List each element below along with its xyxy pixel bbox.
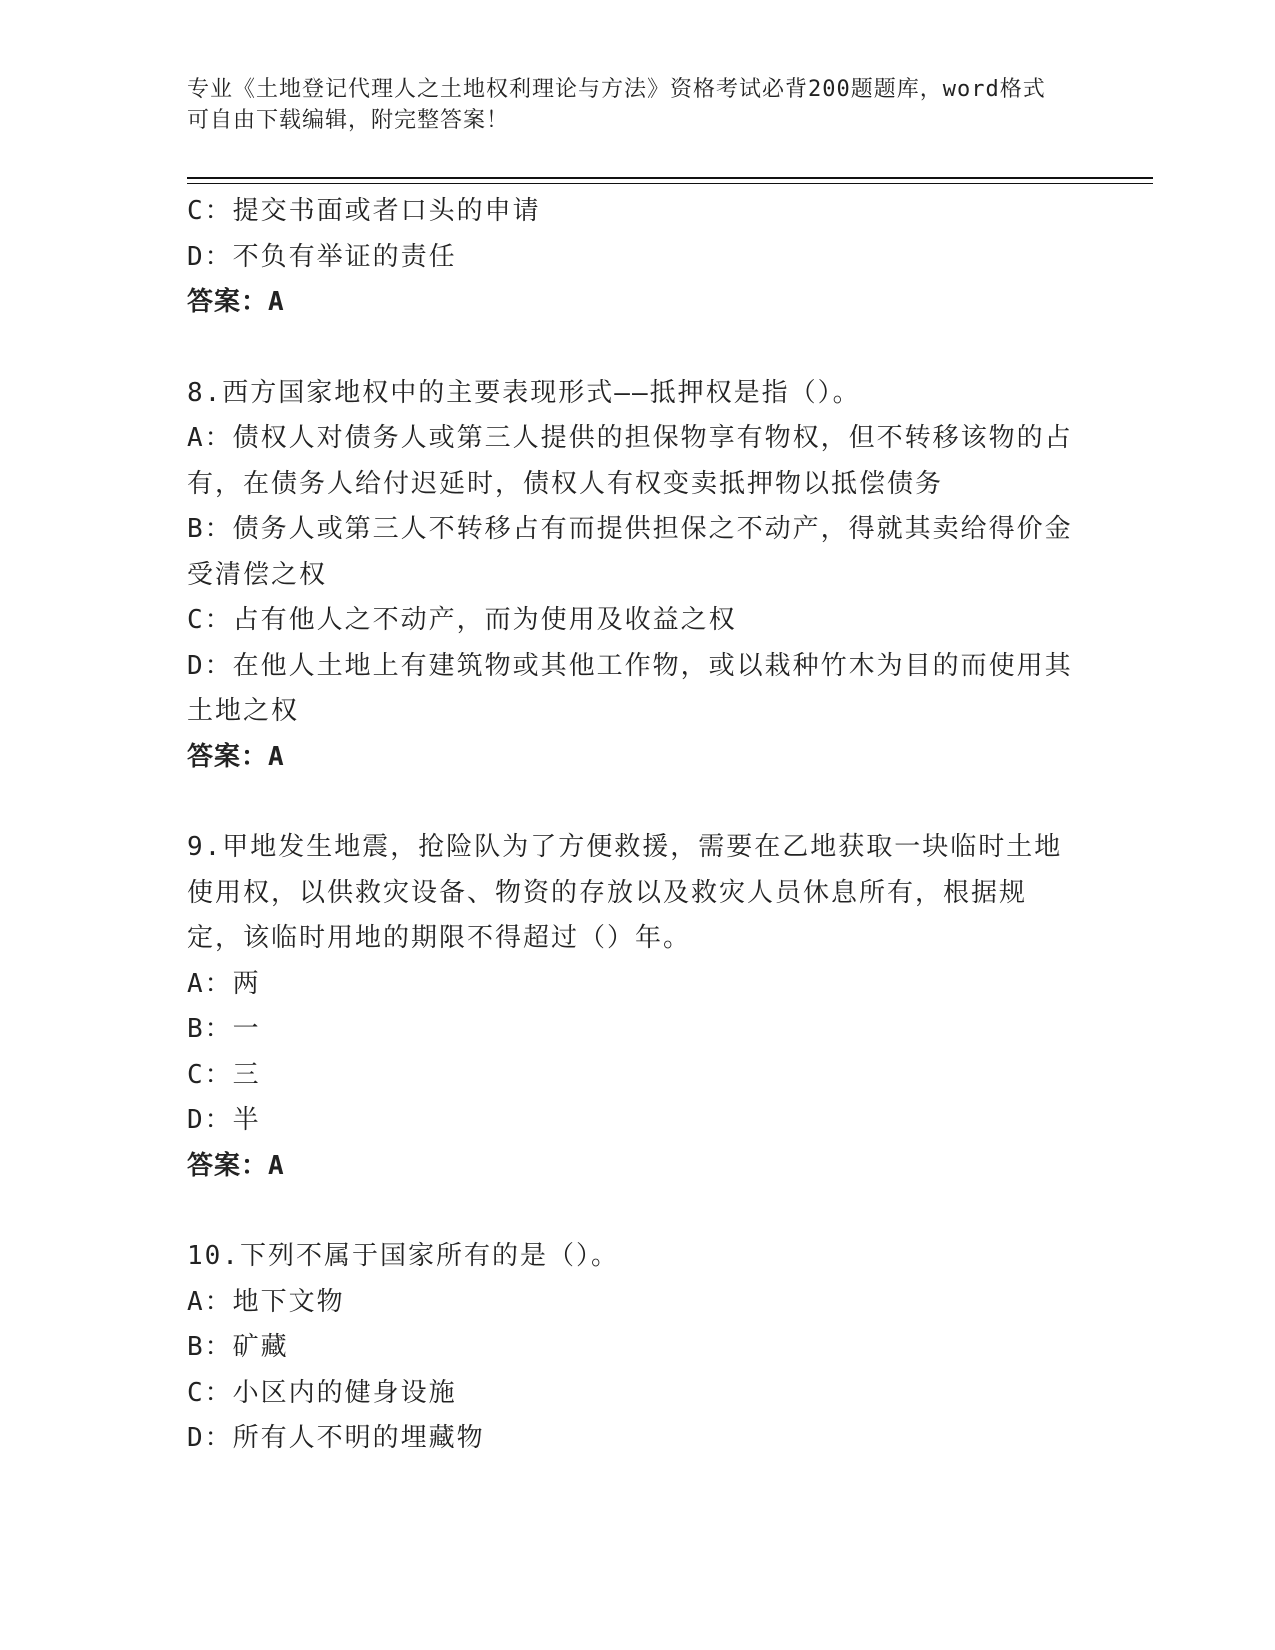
document-title: 专业《土地登记代理人之土地权利理论与方法》资格考试必背200题题库，word格式可自由下载编辑，附完整答案！: [187, 77, 1046, 133]
option-d: D：所有人不明的埋藏物: [187, 1423, 485, 1453]
question-stem: 10.下列不属于国家所有的是（）。: [187, 1241, 619, 1271]
header-rule-thin: [187, 183, 1153, 184]
document-header: [187, 74, 1067, 136]
option-b: B：矿藏: [187, 1332, 289, 1362]
header-rule-thick: [187, 177, 1153, 179]
option-d: D：半: [187, 1105, 261, 1135]
option-a: A：债权人对债务人或第三人提供的担保物享有物权，但不转移该物的占有，在债务人给付迟延时，债权人有权变卖抵押物以抵偿债务: [187, 423, 1073, 499]
spacer: [187, 326, 1077, 371]
document-body: [187, 189, 1077, 1462]
question-8: [187, 371, 1077, 781]
option-c: C：提交书面或者口头的申请: [187, 196, 541, 226]
question-9: [187, 825, 1077, 1189]
question-7-continued: [187, 189, 1077, 326]
spacer: [187, 1189, 1077, 1234]
answer: 答案：A: [187, 287, 285, 317]
option-c: C：小区内的健身设施: [187, 1377, 457, 1408]
answer: 答案：A: [187, 741, 285, 772]
question-10: [187, 1234, 1077, 1462]
option-d: D：不负有举证的责任: [187, 241, 457, 272]
question-stem: 9.甲地发生地震，抢险队为了方便救援，需要在乙地获取一块临时土地使用权，以供救灾设备、物资的存放以及救灾人员休息所有，根据规定，该临时用地的期限不得超过（）年。: [187, 832, 1063, 953]
option-a: A：地下文物: [187, 1286, 345, 1317]
answer: 答案：A: [187, 1150, 285, 1181]
option-b: B：一: [187, 1014, 261, 1044]
option-c: C：占有他人之不动产，而为使用及收益之权: [187, 605, 737, 635]
option-c: C：三: [187, 1059, 261, 1090]
spacer: [187, 780, 1077, 825]
option-a: A：两: [187, 968, 261, 999]
question-stem: 8.西方国家地权中的主要表现形式——抵押权是指（）。: [187, 377, 861, 408]
option-b: B：债务人或第三人不转移占有而提供担保之不动产，得就其卖给得价金受清偿之权: [187, 514, 1073, 590]
option-d: D：在他人土地上有建筑物或其他工作物，或以栽种竹木为目的而使用其土地之权: [187, 650, 1073, 726]
